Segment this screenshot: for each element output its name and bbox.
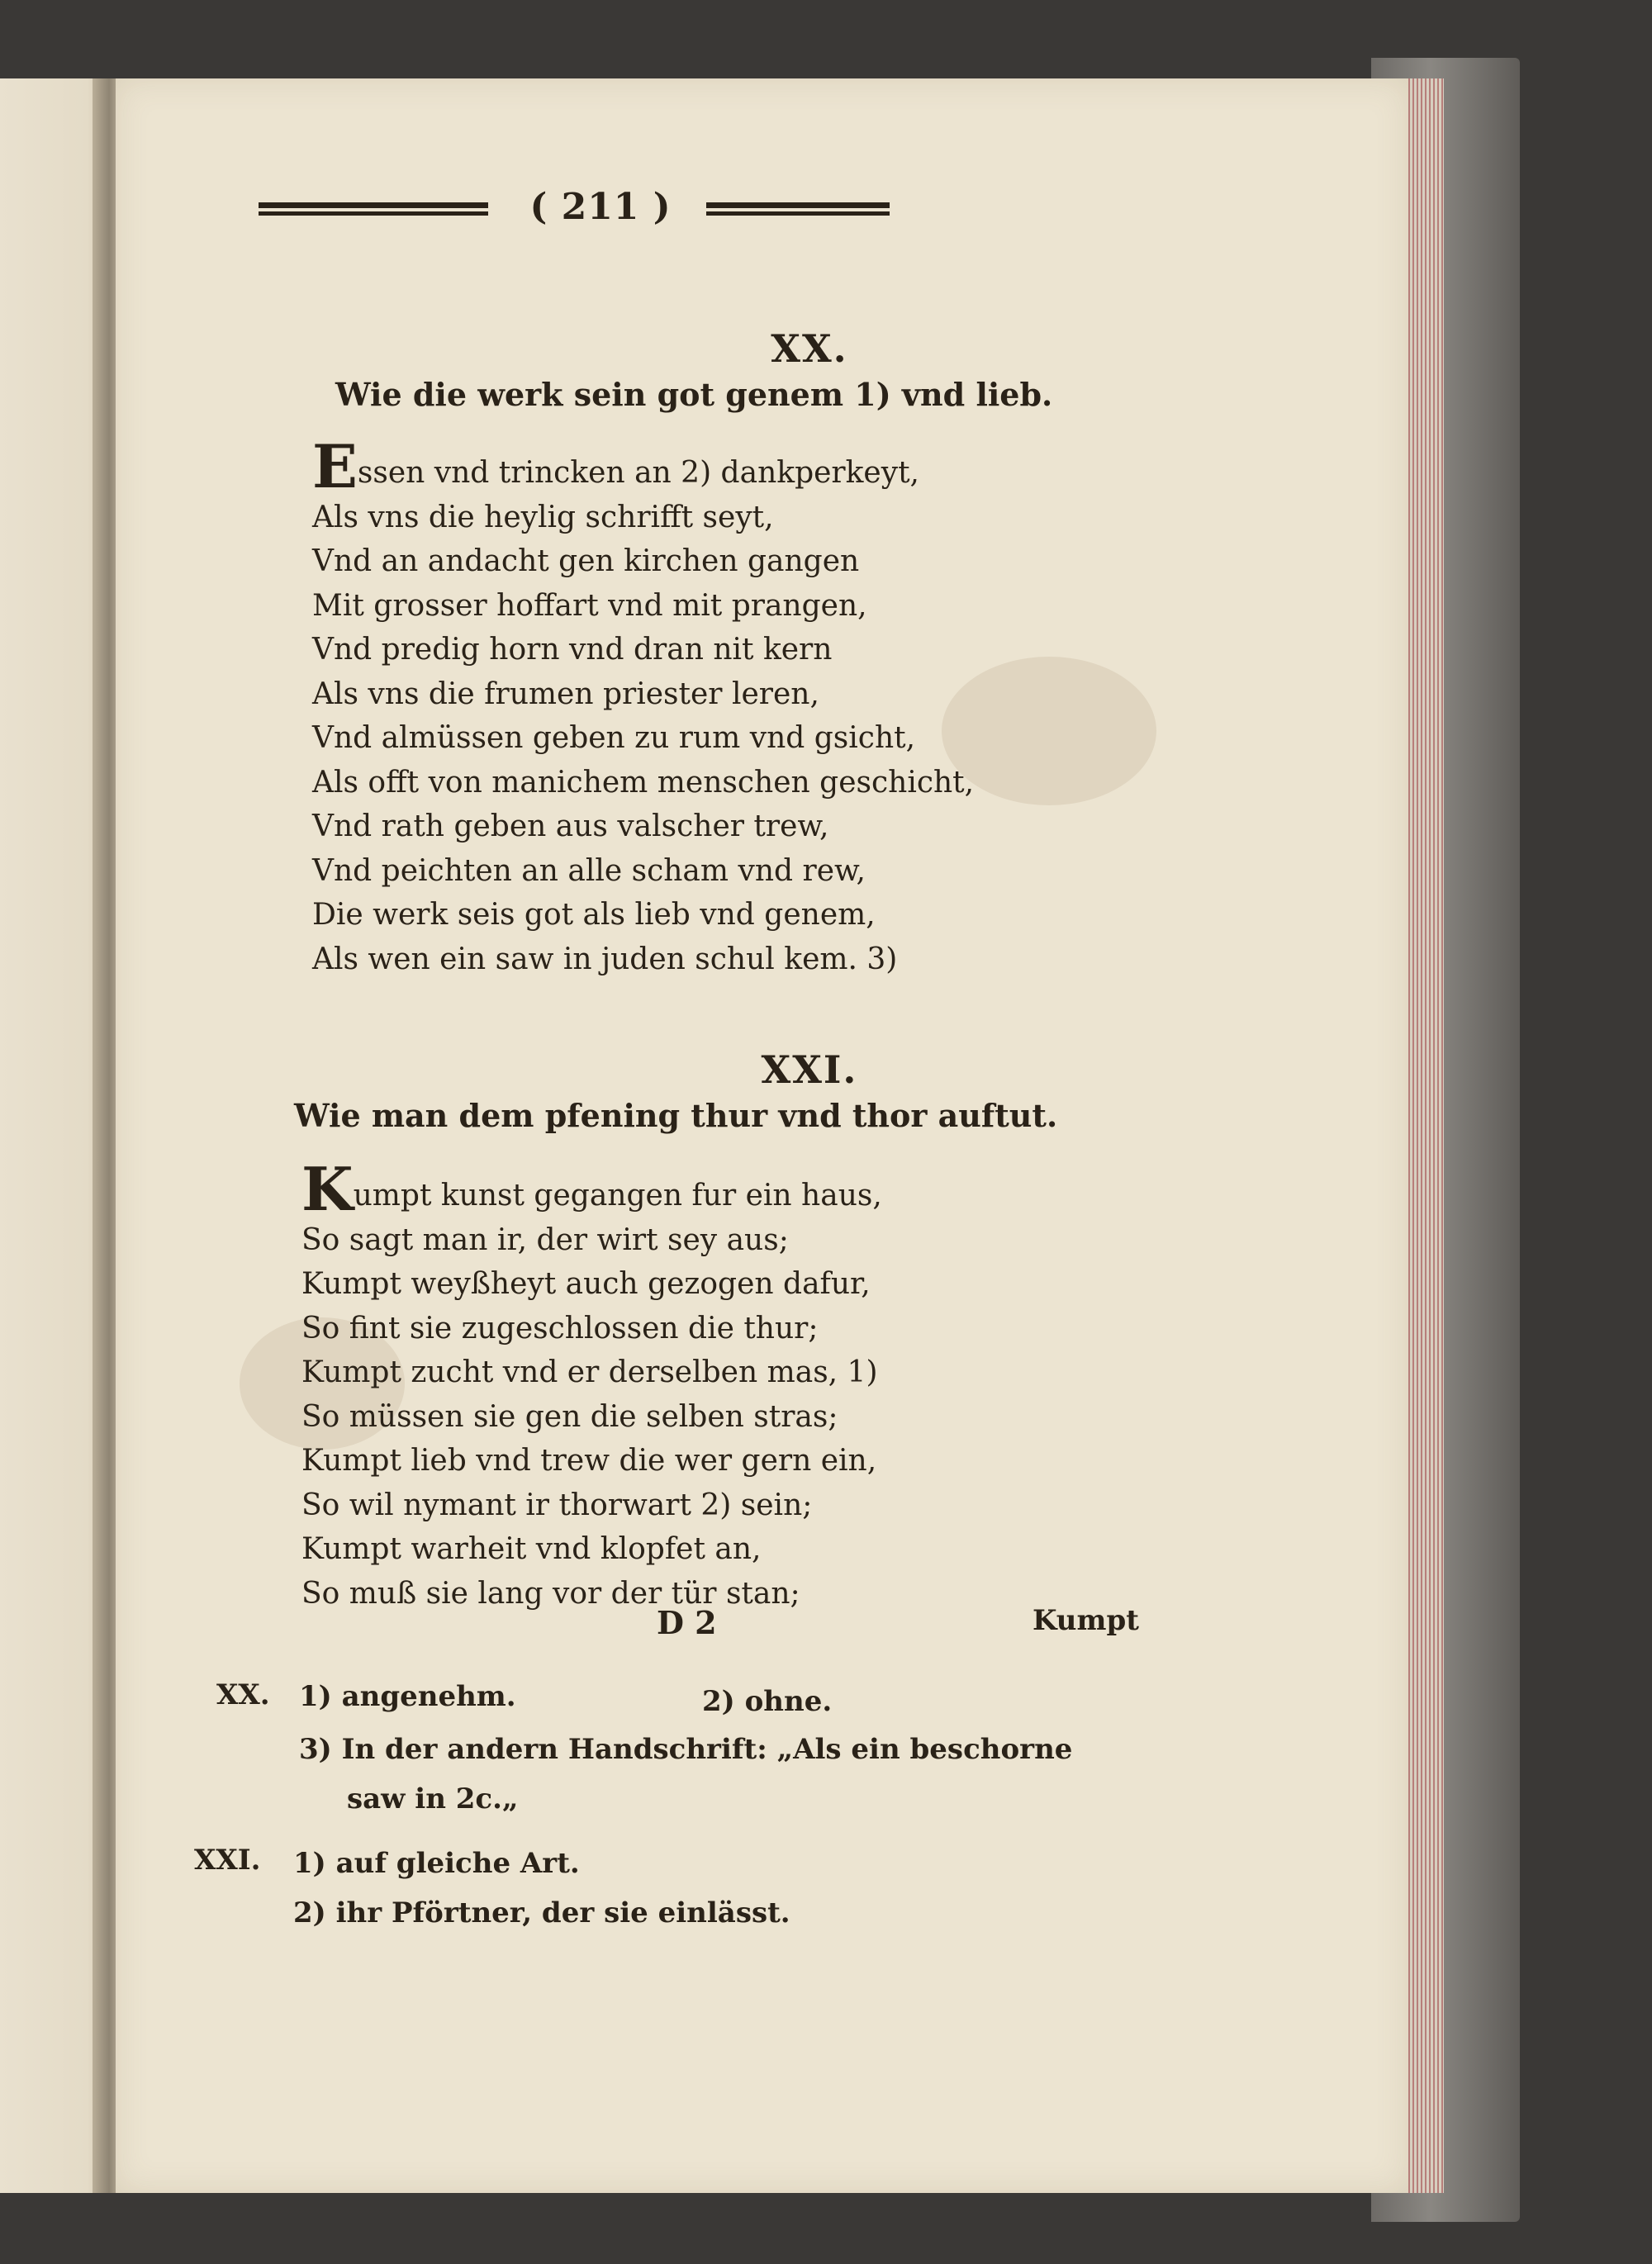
signature-mark: D 2 [657,1604,717,1641]
poem-line: Kumpt lieb vnd trew die wer gern ein, [301,1444,877,1478]
section-number: XXI. [761,1047,858,1092]
poem-line: Essen vnd trincken an 2) dankperkeyt, [312,431,919,501]
poem-line: Vnd almüssen geben zu rum vnd gsicht, [312,721,916,755]
poem-line: Kumpt kunst gegangen fur ein haus, [301,1154,882,1224]
poem-xx [312,431,975,981]
page-header [0,184,1652,234]
poem-line: Vnd predig horn vnd dran nit kern [312,633,833,667]
header-rule-left [259,202,488,216]
poem-line: So wil nymant ir thorwart 2) sein; [301,1488,813,1522]
section-title: Wie die werk sein got genem 1) vnd lieb. [335,376,1053,413]
poem-line: Als vns die heylig schrifft seyt, [312,500,774,534]
footnote: 2) ohne. [702,1685,833,1718]
poem-line: So muß sie lang vor der tür stan; [301,1576,800,1611]
poem-line: Als vns die frumen priester leren, [312,676,819,711]
footnote: 2) ihr Pförtner, der sie einlässt. [293,1896,790,1929]
poem-line: Vnd rath geben aus valscher trew, [312,809,829,843]
footnote: 1) auf gleiche Art. [293,1847,580,1880]
page-number: ( 211 ) [529,186,672,228]
poem-line: Mit grosser hoffart vnd mit prangen, [312,588,867,623]
footnote: 1) angenehm. [299,1680,516,1713]
poem-line: Als wen ein saw in juden schul kem. 3) [312,942,898,976]
section-number: XX. [771,326,848,371]
header-rule-right [706,202,890,216]
section-title: Wie man dem pfening thur vnd thor auftut. [294,1097,1058,1134]
poem-line: Kumpt zucht vnd er derselben mas, 1) [301,1355,878,1389]
footnote-label: XX. [216,1678,270,1711]
drop-initial: E [312,431,358,501]
poem-line: Vnd an andacht gen kirchen gangen [312,544,860,578]
poem-line: So müssen sie gen die selben stras; [301,1399,838,1434]
poem-line: So sagt man ir, der wirt sey aus; [301,1222,789,1257]
footnote-label: XXI. [194,1844,261,1877]
catchword: Kumpt [1032,1604,1139,1637]
poem-xxi [301,1154,882,1616]
poem-line: Kumpt weyßheyt auch gezogen dafur, [301,1267,871,1301]
poem-line: Kumpt warheit vnd klopfet an, [301,1532,762,1566]
drop-initial: K [301,1154,354,1224]
footnote: 3) In der andern Handschrift: „Als ein beschorne [299,1733,1073,1766]
poem-line: So fint sie zugeschlossen die thur; [301,1311,819,1346]
poem-line: Als offt von manichem menschen geschicht, [312,765,975,800]
page-block-edge [1404,78,1444,2193]
poem-line: Vnd peichten an alle scham vnd rew, [312,853,866,888]
poem-line: Die werk seis got als lieb vnd genem, [312,898,876,932]
footnote: saw in 2c.„ [347,1782,519,1815]
